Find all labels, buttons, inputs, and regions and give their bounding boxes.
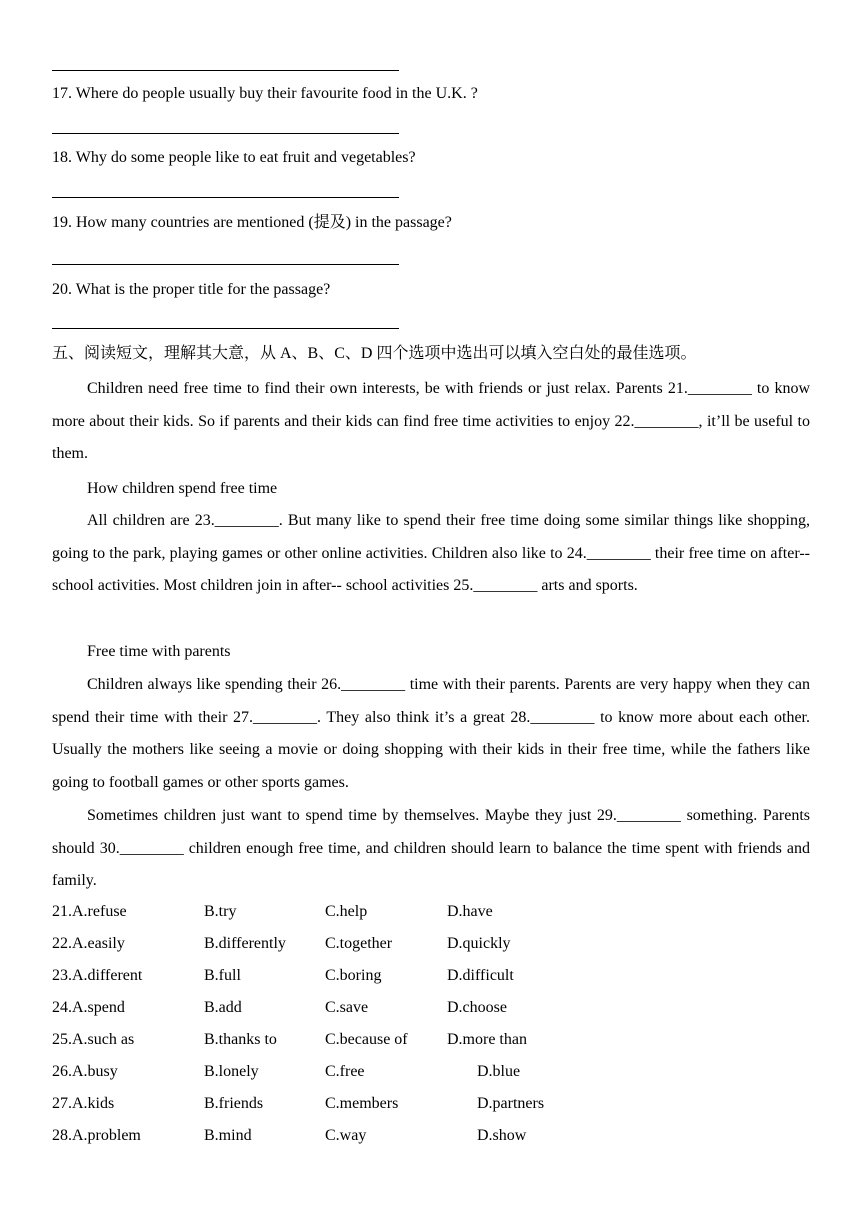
option-c: C.free [325,1063,365,1080]
option-c: C.way [325,1127,367,1144]
option-c: C.because of [325,1031,408,1048]
option-row [52,1062,812,1094]
answer-line [52,197,399,198]
option-a: 28.A.problem [52,1127,141,1144]
option-a: 23.A.different [52,967,143,984]
option-b: B.thanks to [204,1031,277,1048]
option-d: D.difficult [447,967,514,984]
option-c: C.boring [325,967,382,984]
option-d: D.partners [477,1095,545,1112]
subheading: How children spend free time [87,480,278,497]
option-row [52,1094,812,1126]
option-d: D.quickly [447,935,511,952]
passage-paragraph [52,505,810,603]
passage-paragraph [52,669,810,799]
question-19: 19. How many countries are mentioned (提及) in the passage? [52,214,452,231]
option-d: D.show [477,1127,527,1144]
options-list [52,902,812,1158]
option-c: C.together [325,935,393,952]
option-row [52,966,812,998]
option-b: B.differently [204,935,286,952]
option-d: D.more than [447,1031,527,1048]
option-b: B.full [204,967,241,984]
option-row [52,1030,812,1062]
option-b: B.add [204,999,242,1016]
option-d: D.choose [447,999,507,1016]
passage-paragraph [52,373,810,471]
option-row [52,998,812,1030]
option-row [52,934,812,966]
option-b: B.try [204,903,237,920]
option-row [52,902,812,934]
option-a: 22.A.easily [52,935,125,952]
question-18: 18. Why do some people like to eat fruit and vegetables? [52,149,416,166]
answer-line [52,70,399,71]
option-b: B.lonely [204,1063,259,1080]
paragraph-text: Children always like spending their 26.________ time with their parents. Parents are very happy when they can spend their time with their 27.________. They also think it’s a great 28.________ to know more about each other. Usually the mothers like seeing a movie or doing shopping with their kids in their free time, while the fathers like going to football games or other sports games. [52,676,810,791]
option-a: 27.A.kids [52,1095,115,1112]
section-heading: 五、阅读短文，理解其大意，从 A、B、C、D 四个选项中选出可以填入空白处的最佳选项。 [52,345,697,362]
option-row [52,1126,812,1158]
option-d: D.have [447,903,493,920]
option-a: 25.A.such as [52,1031,135,1048]
option-d: D.blue [477,1063,521,1080]
subheading: Free time with parents [87,643,231,660]
answer-line [52,328,399,329]
question-17: 17. Where do people usually buy their favourite food in the U.K. ? [52,85,478,102]
paragraph-text: Sometimes children just want to spend time by themselves. Maybe they just 29.________ something. Parents should 30.________ children enough free time, and children should learn to balance the time spent with friends and family. [52,807,810,889]
option-c: C.members [325,1095,399,1112]
passage-paragraph [52,800,810,898]
option-b: B.friends [204,1095,264,1112]
paragraph-text: All children are 23.________. But many like to spend their free time doing some similar things like shopping, going to the park, playing games or other online activities. Children also like to 24.________ their free time on after--school activities. Most children join in after-- school activities 25.________ arts and sports. [52,512,810,594]
option-a: 24.A.spend [52,999,125,1016]
answer-line [52,264,399,265]
option-a: 21.A.refuse [52,903,127,920]
paragraph-text: Children need free time to find their own interests, be with friends or just relax. Parents 21.________ to know more about their kids. So if parents and their kids can find free time activities to enjoy 22.________, it’ll be useful to them. [52,380,810,462]
question-20: 20. What is the proper title for the passage? [52,281,331,298]
answer-line [52,133,399,134]
option-c: C.help [325,903,368,920]
option-a: 26.A.busy [52,1063,118,1080]
option-b: B.mind [204,1127,252,1144]
option-c: C.save [325,999,369,1016]
